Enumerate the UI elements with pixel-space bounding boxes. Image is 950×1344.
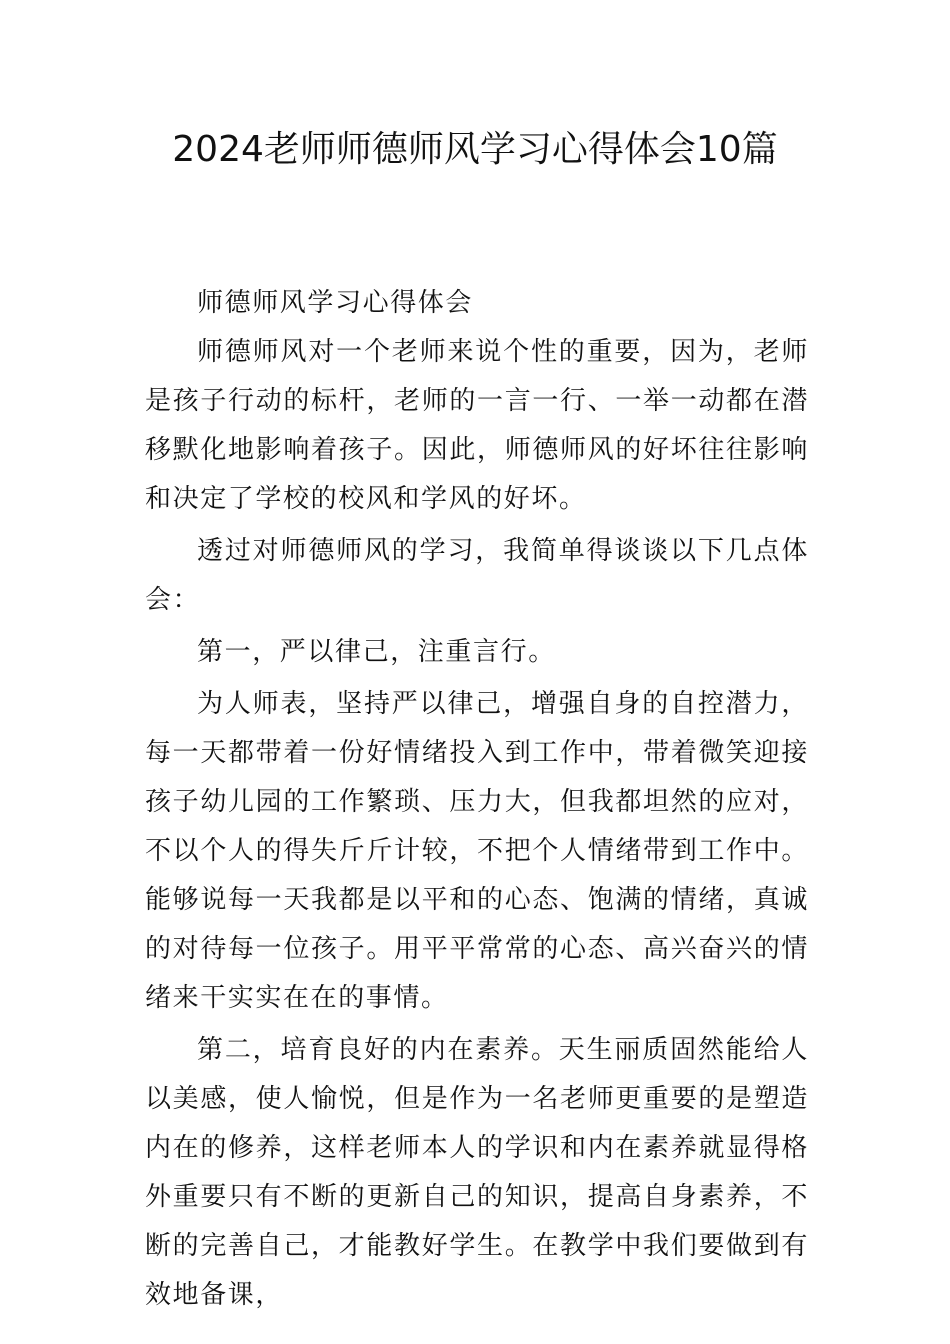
paragraph-heading: 师德师风学习心得体会	[197, 288, 474, 318]
paragraph: 第二，培育良好的内在素养。天生丽质固然能给人以美感，使人愉悦，但是作为一名老师更重要的是塑造内在的修养，这样老师本人的学识和内在素养就显得格外重要只有不断的更新自己的知识，提高自身素养，不断的完善自己，才能教好学生。在教学中我们要做到有效地备课，	[145, 1035, 809, 1310]
document-body	[145, 279, 809, 1320]
paragraph: 师德师风对一个老师来说个性的重要，因为，老师是孩子行动的标杆，老师的一言一行、一举一动都在潜移默化地影响着孩子。因此，师德师风的好坏往往影响和决定了学校的校风和学风的好坏。	[145, 337, 809, 514]
paragraph: 第一，严以律己，注重言行。	[197, 637, 556, 667]
paragraph: 透过对师德师风的学习，我简单得谈谈以下几点体会：	[145, 536, 809, 615]
paragraph: 为人师表，坚持严以律己，增强自身的自控潜力，每一天都带着一份好情绪投入到工作中，带着微笑迎接孩子幼儿园的工作繁琐、压力大，但我都坦然的应对，不以个人的得失斤斤计较，不把个人情绪带到工作中。能够说每一天我都是以平和的心态、饱满的情绪，真诚的对待每一位孩子。用平平常常的心态、高兴奋兴的情绪来干实实在在的事情。	[145, 689, 809, 1013]
document-title: 2024老师师德师风学习心得体会10篇	[172, 129, 778, 170]
